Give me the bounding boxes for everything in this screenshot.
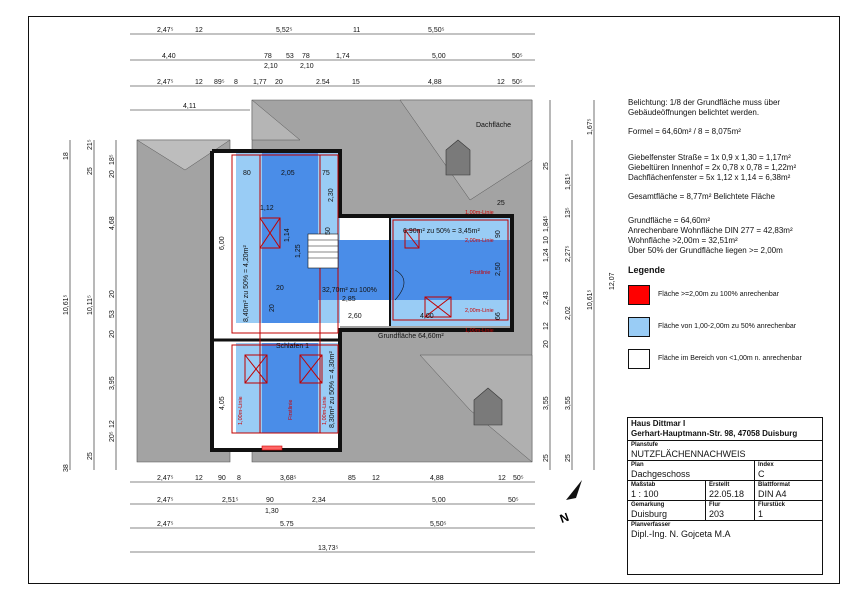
area-bottom: 8,30m² zu 50% = 4,30m² xyxy=(329,351,336,428)
dim: 3,95 xyxy=(109,376,116,390)
blattformat-label: Blattformat xyxy=(758,482,791,488)
index-cell xyxy=(755,461,822,480)
massstab-value: 1 : 100 xyxy=(631,489,659,499)
dim: 90 xyxy=(218,475,226,482)
dim: 5,50⁵ xyxy=(428,27,445,34)
flur-value: 203 xyxy=(709,509,725,519)
dim: 66 xyxy=(495,312,502,320)
dim: 4,88 xyxy=(428,79,442,86)
massstab-row xyxy=(628,481,822,501)
area-right-top: 6,90m² zu 50% = 3,45m² xyxy=(403,228,480,235)
dim: 1,84⁵ xyxy=(543,215,550,232)
dim: 38 xyxy=(63,464,70,472)
info-panel xyxy=(628,98,833,379)
dim: 8 xyxy=(234,79,238,86)
title-block xyxy=(627,417,823,575)
dim: 2,27⁵ xyxy=(565,245,572,262)
dim: 90 xyxy=(266,497,274,504)
dim: 25 xyxy=(87,167,94,175)
dim: 10 xyxy=(543,236,550,244)
belichtung-text-1: Belichtung: 1/8 der Grundfläche muss über xyxy=(628,98,781,107)
dim-texts-bottom xyxy=(157,475,524,552)
dim: 2,05 xyxy=(281,170,295,177)
giebel-innenhof-text: Giebeltüren Innenhof = 2x 0,78 x 0,78 = 1,22m² xyxy=(628,163,797,172)
dim: 8 xyxy=(237,475,241,482)
line-200-top: 2,00m-Linie xyxy=(465,238,494,244)
dim: 12 xyxy=(372,475,380,482)
dim: 2.54 xyxy=(316,79,330,86)
dim: 2,47⁵ xyxy=(157,27,174,34)
dim: 5,00 xyxy=(432,53,446,60)
dim: 1,77 xyxy=(253,79,267,86)
dim: 15 xyxy=(352,79,360,86)
dim: 1,67⁵ xyxy=(587,118,594,135)
dim: 5,00 xyxy=(432,497,446,504)
dim: 1,12 xyxy=(260,205,274,212)
line-100-top: 1,00m-Linie xyxy=(465,210,494,216)
wohnflaeche-text: Wohnfläche >2,00m = 32,51m² xyxy=(628,236,738,245)
dim: 20 xyxy=(543,340,550,348)
dim: 50⁵ xyxy=(513,475,524,482)
legend-swatch-red xyxy=(628,285,650,305)
flurstueck-value: 1 xyxy=(758,509,764,519)
dim: 25 xyxy=(543,162,550,170)
dim: 12 xyxy=(195,27,203,34)
legend-swatch-blue xyxy=(628,317,650,337)
planverfasser-row xyxy=(628,521,822,540)
formel-text: Formel = 64,60m² / 8 = 8,075m² xyxy=(628,127,741,136)
dim: 20 xyxy=(109,330,116,338)
area-center: 32,70m² zu 100% xyxy=(322,287,377,294)
ueber50-text: Über 50% der Grundfläche liegen >= 2,00m xyxy=(628,246,783,255)
gemarkung-cell xyxy=(628,501,706,520)
legend-item xyxy=(628,315,833,339)
blattformat-cell xyxy=(755,481,822,500)
erstellt-label: Erstellt xyxy=(709,482,730,488)
line-100-right: 1,00m-Linie xyxy=(322,396,328,425)
dim: 1,30 xyxy=(265,508,279,515)
dim: 50⁵ xyxy=(512,53,523,60)
dim-texts-left xyxy=(63,139,116,472)
dim: 18⁵ xyxy=(109,154,116,165)
dim: 12,07 xyxy=(609,272,616,290)
plan-label: Plan xyxy=(631,462,644,468)
gesamt-text: Gesamtfläche = 8,77m² Belichtete Fläche xyxy=(628,192,775,201)
giebel-strasse-text: Giebelfenster Straße = 1x 0,9 x 1,30 = 1,17m² xyxy=(628,153,791,162)
dim: 1,24 xyxy=(543,248,550,262)
planverfasser-label: Planverfasser xyxy=(631,522,671,528)
dim: 10,61⁵ xyxy=(63,294,70,315)
dim: 20 xyxy=(276,285,284,292)
dim: 13,73⁵ xyxy=(318,545,339,552)
dim-chains-bottom xyxy=(130,482,535,552)
dim: 20 xyxy=(269,304,276,312)
massstab-label: Maßstab xyxy=(631,482,656,488)
index-value: C xyxy=(758,469,765,479)
dim: 12 xyxy=(195,475,203,482)
north-arrow-icon xyxy=(554,478,594,528)
line-100-left: 1,00m-Linie xyxy=(238,396,244,425)
dim: 6,00 xyxy=(219,236,226,250)
firstlinie-horizontal: Firstlinie xyxy=(470,270,491,276)
dim: 5,50⁵ xyxy=(430,521,447,528)
dim: 13⁵ xyxy=(565,207,572,218)
dim: 75 xyxy=(322,170,330,177)
project-name: Haus Dittmar I xyxy=(631,419,686,428)
dim: 90 xyxy=(495,230,502,238)
planverfasser-value: Dipl.-Ing. N. Gojceta M.A xyxy=(631,529,731,539)
dim: 3,68⁵ xyxy=(280,475,297,482)
dim: 25 xyxy=(565,454,572,462)
dim-texts-top xyxy=(157,27,523,110)
dim-texts-right xyxy=(543,118,616,462)
dim: 5.75 xyxy=(280,521,294,528)
dim: 2,47⁵ xyxy=(157,497,174,504)
dim: 25 xyxy=(87,452,94,460)
anrechenbar-text: Anrechenbare Wohnfläche DIN 277 = 42,83m² xyxy=(628,226,793,235)
gable-window xyxy=(262,446,282,450)
legend-title: Legende xyxy=(628,265,666,275)
project-info xyxy=(628,418,822,441)
dim: 18 xyxy=(63,152,70,160)
flurstueck-cell xyxy=(755,501,822,520)
index-label: Index xyxy=(758,462,774,468)
dim: 2,02 xyxy=(565,306,572,320)
dim: 12 xyxy=(109,420,116,428)
dim: 2,85 xyxy=(342,296,356,303)
legend-label: Fläche >=2,00m zu 100% anrechenbar xyxy=(658,291,780,298)
project-address: Gerhart-Hauptmann-Str. 98, 47058 Duisburg xyxy=(631,429,798,438)
gemarkung-value: Duisburg xyxy=(631,509,668,519)
dim: 10,61⁵ xyxy=(587,289,594,310)
dim: 12 xyxy=(497,79,505,86)
legend-item xyxy=(628,347,833,371)
dim: 10,11⁵ xyxy=(87,295,94,315)
dim: 3,55 xyxy=(565,396,572,410)
dim: 5,52⁵ xyxy=(276,27,293,34)
erstellt-value: 22.05.18 xyxy=(709,489,745,499)
dim: 78 xyxy=(302,53,310,60)
dim: 50⁵ xyxy=(508,497,519,504)
dim: 2,47⁵ xyxy=(157,521,174,528)
grundflaeche-text: Grundfläche = 64,60m² xyxy=(628,216,711,225)
dim: 89⁵ xyxy=(214,79,225,86)
dim: 85 xyxy=(348,475,356,482)
dim: 20 xyxy=(275,79,283,86)
blattformat-value: DIN A4 xyxy=(758,489,787,499)
dim: 20 xyxy=(109,290,116,298)
dim: 50⁵ xyxy=(512,79,523,86)
planstufe-row xyxy=(628,441,822,461)
dim: 2,50 xyxy=(495,262,502,276)
dim: 3,55 xyxy=(543,396,550,410)
legend-label: Fläche im Bereich von <1,00m n. anrechenbar xyxy=(658,355,802,362)
dim: 4,11 xyxy=(183,103,197,110)
dim: 25 xyxy=(497,200,505,207)
north-label: N xyxy=(557,509,571,526)
dim: 2,34 xyxy=(312,497,326,504)
dim: 1,14 xyxy=(284,228,291,242)
flur-label: Flur xyxy=(709,502,721,508)
dim: 80 xyxy=(243,170,251,177)
dim: 1,25 xyxy=(295,244,302,258)
dim: 1,74 xyxy=(336,53,350,60)
dim: 2,60 xyxy=(348,313,362,320)
dachflaechenfenster-text: Dachflächenfenster = 5x 1,12 x 1,14 = 6,38m² xyxy=(628,173,791,182)
dim: 2,43 xyxy=(543,291,550,305)
dim-chains-top xyxy=(130,34,535,110)
massstab-cell xyxy=(628,481,706,500)
dim: 4,88 xyxy=(430,475,444,482)
line-200-bottom: 2,00m-Linie xyxy=(465,308,494,314)
dim: 2,10 xyxy=(300,63,314,70)
dim: 4,40 xyxy=(162,53,176,60)
dim: 53 xyxy=(109,310,116,318)
room-schlafen: Schlafen 1 xyxy=(276,343,310,350)
area-left: 8,40m² zu 50% = 4,20m² xyxy=(243,245,250,322)
dim: 20⁵ xyxy=(109,431,116,442)
dim: 4,05 xyxy=(219,396,226,410)
grundflaeche-label: Grundfläche 64,60m² xyxy=(378,333,444,340)
line-100-bottom: 1,00m-Linie xyxy=(465,328,494,334)
dim: 2,51⁵ xyxy=(222,497,239,504)
dim: 25 xyxy=(543,454,550,462)
dim: 12 xyxy=(543,322,550,330)
flur-cell xyxy=(706,501,755,520)
gemarkung-row xyxy=(628,501,822,521)
roof-label: Dachfläche xyxy=(476,122,512,129)
dim: 2,30 xyxy=(328,188,335,202)
legend-item xyxy=(628,283,833,307)
plan-value: Dachgeschoss xyxy=(631,469,691,479)
dim: 78 xyxy=(264,53,272,60)
dim: 21⁵ xyxy=(87,139,94,150)
erstellt-cell xyxy=(706,481,755,500)
dim-chains-right xyxy=(550,100,594,470)
dim: 2,47⁵ xyxy=(157,475,174,482)
plan-cell xyxy=(628,461,755,480)
gemarkung-label: Gemarkung xyxy=(631,502,665,508)
dim: 12 xyxy=(195,79,203,86)
dim: 1,81⁵ xyxy=(565,173,572,190)
plan-row xyxy=(628,461,822,481)
belichtung-text-2: Gebäudeöffnungen belichtet werden. xyxy=(628,108,760,117)
planstufe-label: Planstufe xyxy=(631,442,659,448)
dim: 11 xyxy=(353,27,361,34)
dim: 2,47⁵ xyxy=(157,79,174,86)
dim: 20 xyxy=(109,170,116,178)
firstlinie-vertical: Firstlinie xyxy=(288,399,294,420)
flurstueck-label: Flurstück xyxy=(758,502,786,508)
legend-label: Fläche von 1,00-2,00m zu 50% anrechenbar xyxy=(658,323,797,330)
dim: 50 xyxy=(325,227,332,235)
dim: 4,00 xyxy=(420,313,434,320)
dim: 2,10 xyxy=(264,63,278,70)
dim: 4,68 xyxy=(109,216,116,230)
dim: 53 xyxy=(286,53,294,60)
planstufe-value: NUTZFLÄCHENNACHWEIS xyxy=(631,449,746,459)
legend-swatch-white xyxy=(628,349,650,369)
dim: 12 xyxy=(498,475,506,482)
